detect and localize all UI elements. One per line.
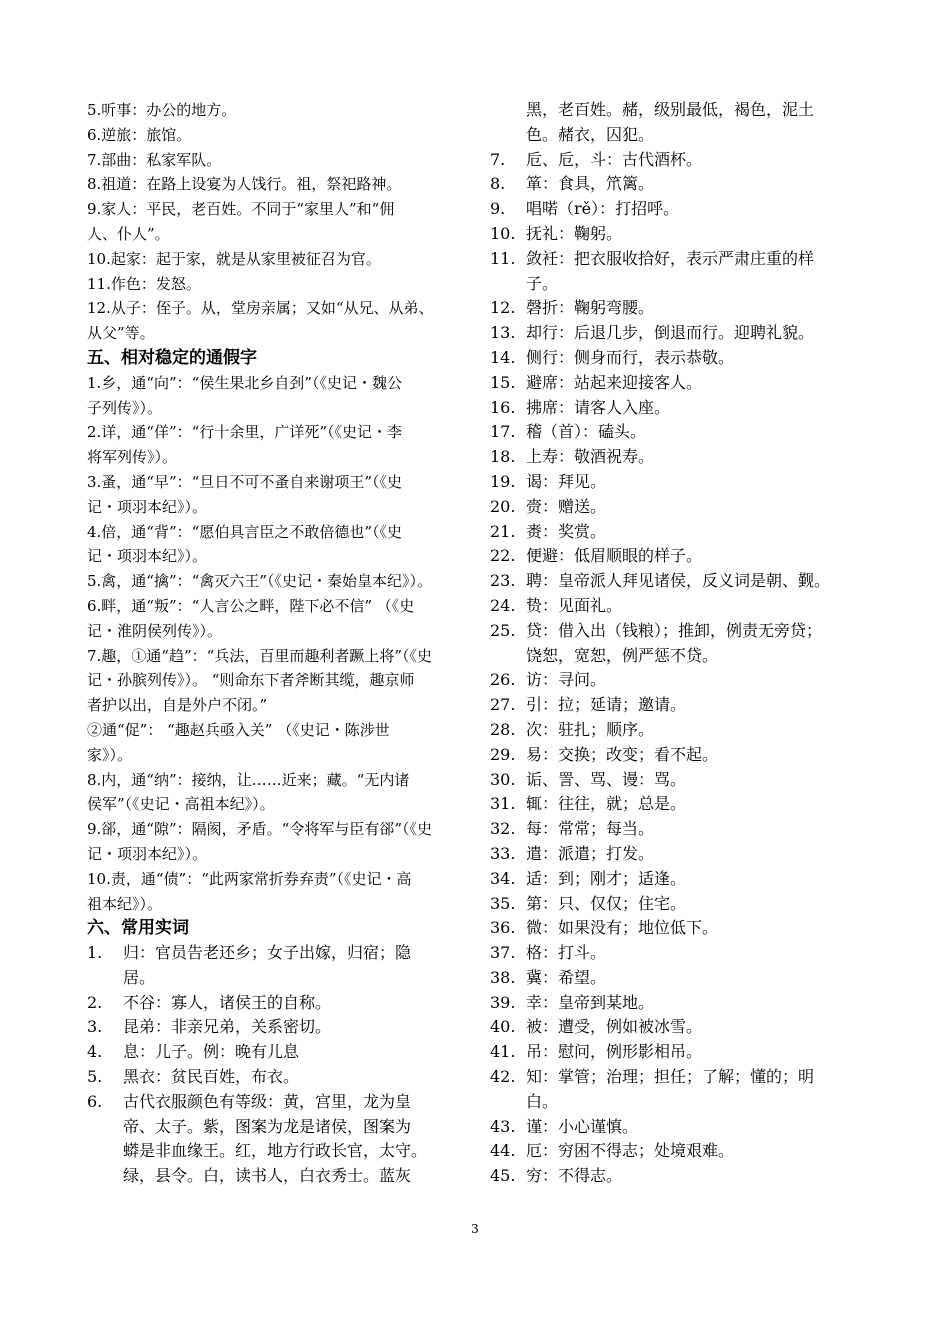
- item-number: 29.: [490, 744, 516, 764]
- item-text-line: 避席：站起来迎接客人。: [526, 372, 703, 392]
- item-text: [526, 1164, 874, 1189]
- item-text-line: 卮、卮，斗：古代酒杯。: [526, 149, 703, 169]
- item-number: 40.: [490, 1017, 516, 1037]
- item-number: 10.: [490, 223, 516, 243]
- list-item: [490, 817, 874, 842]
- item-text: [526, 495, 874, 520]
- item-text: [526, 445, 874, 470]
- item-number: 3.: [87, 1017, 103, 1037]
- item-number: 7.: [490, 149, 506, 169]
- shici-item-6-continued: [490, 98, 874, 148]
- item-text-line: 次：驻扎；顺序。: [526, 719, 655, 739]
- list-item: [490, 197, 874, 222]
- item-text-line: 唱喏（rě）：打招呼。: [526, 199, 680, 219]
- item-text-line: 侧行：侧身而行，表示恭敬。: [526, 347, 735, 367]
- item-number: 30.: [490, 769, 516, 789]
- item-text: [526, 1040, 874, 1065]
- list-item: [490, 420, 874, 445]
- text-line: 4.倍，通“背”：“愿伯具言臣之不敢倍德也”（《史: [87, 522, 402, 541]
- item-text: [526, 296, 874, 321]
- item-text-line: 被：遭受，例如被冰雪。: [526, 1017, 703, 1037]
- text-line: 从父”等。: [87, 324, 155, 343]
- list-item: [490, 172, 874, 197]
- text-line: 7.部曲：私家军队。: [87, 150, 222, 169]
- list-item: [490, 792, 874, 817]
- item-text: [123, 991, 473, 1016]
- list-item: [87, 1040, 473, 1065]
- text-line: 10.起家：起于家，就是从家里被征召为官。: [87, 249, 381, 268]
- list-item: [490, 396, 874, 421]
- item-text-line: 蟒是非血缘王。红，地方行政长官，太守。: [123, 1141, 428, 1161]
- shici-list-right: [490, 148, 874, 1189]
- item-text: [526, 743, 874, 768]
- list-item: [490, 718, 874, 743]
- item-text: [123, 941, 473, 991]
- list-item: [490, 495, 874, 520]
- text-line: 家》）。: [87, 745, 133, 764]
- list-item: [490, 768, 874, 793]
- item-text: [526, 222, 874, 247]
- item-text-line: 不谷：寡人，诸侯王的自称。: [123, 992, 332, 1012]
- item-number: 6.: [87, 1091, 103, 1111]
- item-text-line: 诟、詈、骂、谩：骂。: [526, 769, 687, 789]
- item-number: 39.: [490, 992, 516, 1012]
- text-line: 色。赭衣，囚犯。: [526, 124, 655, 144]
- item-text-line: 拂席：请客人入座。: [526, 397, 671, 417]
- item-number: 4.: [87, 1042, 103, 1062]
- item-number: 41.: [490, 1042, 516, 1062]
- item-text: [526, 817, 874, 842]
- item-text: [526, 247, 874, 297]
- item-text: [123, 1040, 473, 1065]
- item-text: [526, 148, 874, 173]
- item-number: 34.: [490, 868, 516, 888]
- item-text-line: 厄：穷困不得志；处境艰难。: [526, 1141, 735, 1161]
- item-text: [526, 1139, 874, 1164]
- item-text-line: 微：如果没有；地位低下。: [526, 918, 719, 938]
- list-item: [490, 371, 874, 396]
- right-column: [490, 98, 874, 1189]
- list-item: [490, 321, 874, 346]
- item-number: 42.: [490, 1067, 516, 1087]
- item-text: [526, 197, 874, 222]
- text-line: 6.逆旅：旅馆。: [87, 125, 192, 144]
- tongjiazi-list: [87, 371, 473, 917]
- item-number: 21.: [490, 521, 516, 541]
- item-number: 15.: [490, 372, 516, 392]
- item-number: 12.: [490, 298, 516, 318]
- item-text: [526, 346, 874, 371]
- item-text: [526, 941, 874, 966]
- list-item: [490, 247, 874, 297]
- text-line: 人、仆人”。: [87, 224, 170, 243]
- item-text-line: 归：官员告老还乡；女子出嫁，归宿；隐: [123, 943, 412, 963]
- item-text: [526, 396, 874, 421]
- item-text: [526, 470, 874, 495]
- item-text-line: 黑衣：贫民百姓，布衣。: [123, 1067, 300, 1087]
- section-heading-changyong-shici: 六、常用实词: [87, 918, 189, 939]
- item-text-line: 每：常常；每当。: [526, 819, 655, 839]
- text-line: 侯军”（《史记・高祖本纪》）。: [87, 795, 275, 814]
- list-item: [490, 1115, 874, 1140]
- list-item: [490, 743, 874, 768]
- text-line: 记・项羽本纪》）。: [87, 547, 208, 566]
- section-heading-tongjiazi: 五、相对稳定的通假字: [87, 347, 257, 368]
- text-line: 5.禽，通“擒”：“禽灭六王”（《史记・秦始皇本纪》）。: [87, 572, 432, 591]
- item-number: 38.: [490, 967, 516, 987]
- item-text: [123, 1015, 473, 1040]
- item-text-line: 冀：希望。: [526, 967, 607, 987]
- item-text: [526, 1015, 874, 1040]
- item-number: 5.: [87, 1067, 103, 1087]
- item-number: 35.: [490, 893, 516, 913]
- item-text: [526, 916, 874, 941]
- item-number: 13.: [490, 323, 516, 343]
- page-number: 3: [471, 1222, 479, 1236]
- item-number: 14.: [490, 347, 516, 367]
- item-text-line: 赉：奖赏。: [526, 521, 607, 541]
- item-text-line: 穷：不得志。: [526, 1166, 623, 1186]
- item-number: 26.: [490, 670, 516, 690]
- item-text-line: 却行：后退几步，倒退而行。迎聘礼貌。: [526, 323, 815, 343]
- text-line: 将军列传》）。: [87, 448, 178, 467]
- list-item: [490, 148, 874, 173]
- list-item: [490, 1065, 874, 1115]
- text-line: 者护以出，自是外户不闭。”: [87, 696, 268, 715]
- list-item: [490, 842, 874, 867]
- item-text-line: 贷：借入出（钱粮）；推卸，例责无旁贷；: [526, 620, 823, 640]
- text-line: 11.作色：发怒。: [87, 274, 201, 293]
- list-item: [87, 1090, 473, 1189]
- item-text-line: 引：拉；延请；邀请。: [526, 695, 687, 715]
- item-text-line: 谒：拜见。: [526, 471, 607, 491]
- list-item: [490, 1015, 874, 1040]
- text-line: 黑，老百姓。赭，级别最低，褐色，泥土: [526, 100, 815, 119]
- left-column: [87, 98, 473, 1189]
- item-text: [526, 991, 874, 1016]
- list-item: [490, 941, 874, 966]
- list-item: [490, 569, 874, 594]
- item-text: [526, 569, 874, 594]
- text-line: 祖本纪》）。: [87, 894, 163, 913]
- item-text-line: 帝、太子。紫，图案为龙是诸侯，图案为: [123, 1116, 412, 1136]
- item-text-line: 幸：皇帝到某地。: [526, 992, 655, 1012]
- text-line: 10.责，通“债”：“此两家常折券弃责”（《史记・高: [87, 869, 412, 888]
- item-text: [526, 966, 874, 991]
- item-text-line: 磬折：鞠躬弯腰。: [526, 298, 655, 318]
- item-text-line: 息：儿子。例：晚有儿息: [123, 1042, 300, 1062]
- item-text-line: 遣：派遣；打发。: [526, 843, 655, 863]
- item-text-line: 子。: [526, 273, 559, 293]
- item-text-line: 格：打斗。: [526, 943, 607, 963]
- item-number: 32.: [490, 819, 516, 839]
- item-text: [526, 520, 874, 545]
- item-text: [526, 792, 874, 817]
- item-number: 2.: [87, 992, 103, 1012]
- list-item: [490, 966, 874, 991]
- list-item: [490, 445, 874, 470]
- list-item: [490, 693, 874, 718]
- item-text-line: 昆弟：非亲兄弟，关系密切。: [123, 1017, 332, 1037]
- item-number: 37.: [490, 943, 516, 963]
- item-text-line: 访：寻问。: [526, 670, 607, 690]
- list-item: [87, 991, 473, 1016]
- list-item: [490, 296, 874, 321]
- text-line: 9.家人：平民，老百姓。不同于“家里人”和“佣: [87, 200, 395, 219]
- item-number: 20.: [490, 496, 516, 516]
- item-text: [526, 371, 874, 396]
- item-text: [526, 1115, 874, 1140]
- item-number: 45.: [490, 1166, 516, 1186]
- text-line: 8.祖道：在路上设宴为人饯行。祖，祭祀路神。: [87, 175, 402, 194]
- list-item: [490, 991, 874, 1016]
- text-line: 记・孙膑列传》）。 “则命东下者斧断其缆，趣京师: [87, 671, 415, 690]
- item-number: 24.: [490, 595, 516, 615]
- item-number: 1.: [87, 943, 103, 963]
- list-item: [490, 470, 874, 495]
- item-number: 44.: [490, 1141, 516, 1161]
- list-item: [490, 892, 874, 917]
- list-item: [490, 222, 874, 247]
- item-number: 28.: [490, 719, 516, 739]
- item-text-line: 适：到；刚才；适逢。: [526, 868, 687, 888]
- item-text: [526, 892, 874, 917]
- item-text-line: 辄：往往，就；总是。: [526, 794, 687, 814]
- item-text: [526, 718, 874, 743]
- item-text-line: 赍：赠送。: [526, 496, 607, 516]
- item-text-line: 古代衣服颜色有等级：黄，宫里，龙为皇: [123, 1091, 412, 1111]
- item-text: [526, 594, 874, 619]
- item-text-line: 稽（首）：磕头。: [526, 422, 647, 442]
- list-item: [87, 1015, 473, 1040]
- item-text: [526, 867, 874, 892]
- item-text-line: 绿，县令。白，读书人，白衣秀士。蓝灰: [123, 1166, 412, 1186]
- item-text: [123, 1090, 473, 1189]
- text-line: 5.听事：办公的地方。: [87, 101, 237, 119]
- text-line: 1.乡，通“向”：“侯生果北乡自刭”（《史记・魏公: [87, 373, 402, 392]
- item-number: 22.: [490, 546, 516, 566]
- item-number: 9.: [490, 199, 506, 219]
- shici-list-left: [87, 941, 473, 1189]
- list-item: [490, 1164, 874, 1189]
- item-text: [526, 172, 874, 197]
- item-text: [526, 842, 874, 867]
- list-item: [490, 668, 874, 693]
- text-line: 2.详，通“佯”：“行十余里，广详死”（《史记・李: [87, 423, 402, 442]
- item-text-line: 吊：慰问，例形影相吊。: [526, 1042, 703, 1062]
- item-number: 33.: [490, 843, 516, 863]
- text-line: 记・项羽本纪》）。: [87, 497, 208, 516]
- list-item: [87, 941, 473, 991]
- item-number: 18.: [490, 447, 516, 467]
- text-line: 12.从子：侄子。从，堂房亲属；又如“从兄、从弟、: [87, 299, 434, 318]
- list-item: [490, 544, 874, 569]
- text-line: 记・淮阴侯列传》）。: [87, 621, 223, 640]
- list-item: [490, 1139, 874, 1164]
- text-line: 6.畔，通“叛”：“人言公之畔，陛下必不信” （《史: [87, 596, 415, 615]
- list-item: [490, 867, 874, 892]
- text-line: 8.内，通“纳”：接纳，让……近来；藏。“无内诸: [87, 770, 410, 789]
- item-number: 25.: [490, 620, 516, 640]
- item-number: 8.: [490, 174, 506, 194]
- item-text: [526, 668, 874, 693]
- terms-list-continued: [87, 98, 473, 346]
- item-text-line: 敛衽：把衣服收拾好，表示严肃庄重的样: [526, 248, 815, 268]
- item-number: 23.: [490, 571, 516, 591]
- text-line: ②通“促”： “趣赵兵亟入关” （《史记・陈涉世: [87, 720, 390, 739]
- item-number: 19.: [490, 471, 516, 491]
- item-text-line: 便避：低眉顺眼的样子。: [526, 546, 703, 566]
- item-text-line: 贽：见面礼。: [526, 595, 623, 615]
- list-item: [490, 916, 874, 941]
- item-text-line: 居。: [123, 967, 156, 987]
- item-text-line: 箪：食具，笊篱。: [526, 174, 655, 194]
- item-number: 36.: [490, 918, 516, 938]
- item-text-line: 第：只、仅仅；住宅。: [526, 893, 687, 913]
- text-line: 记・项羽本纪》）。: [87, 844, 208, 863]
- list-item: [490, 594, 874, 619]
- text-line: 3.蚤，通“早”：“旦日不可不蚤自来谢项王”（《史: [87, 472, 402, 491]
- item-text-line: 聘：皇帝派人拜见诸侯，反义词是朝、觐。: [526, 571, 831, 591]
- item-text: [526, 693, 874, 718]
- item-number: 11.: [490, 248, 516, 268]
- item-number: 16.: [490, 397, 516, 417]
- item-text: [123, 1065, 473, 1090]
- item-text: [526, 1065, 874, 1115]
- list-item: [490, 346, 874, 371]
- item-text-line: 易：交换；改变；看不起。: [526, 744, 719, 764]
- item-text: [526, 420, 874, 445]
- item-text-line: 上寿：敬酒祝寿。: [526, 447, 655, 467]
- item-text: [526, 768, 874, 793]
- text-line: 7.趣，①通“趋”：“兵法，百里而趣利者蹶上将”（《史: [87, 646, 432, 665]
- list-item: [490, 520, 874, 545]
- item-text-line: 知：掌管；治理；担任；了解；懂的；明: [526, 1067, 815, 1087]
- item-number: 27.: [490, 695, 516, 715]
- item-text-line: 抚礼：鞠躬。: [526, 223, 623, 243]
- item-text: [526, 619, 874, 669]
- list-item: [490, 1040, 874, 1065]
- item-text: [526, 321, 874, 346]
- item-number: 17.: [490, 422, 516, 442]
- item-text-line: 白。: [526, 1091, 559, 1111]
- list-item: [87, 1065, 473, 1090]
- item-text: [526, 544, 874, 569]
- item-number: 43.: [490, 1116, 516, 1136]
- text-line: 9.郤，通“隙”：隔阂，矛盾。“令将军与臣有郤”（《史: [87, 820, 432, 839]
- item-text-line: 谨：小心谨慎。: [526, 1116, 639, 1136]
- text-line: 子列传》）。: [87, 398, 163, 417]
- item-number: 31.: [490, 794, 516, 814]
- list-item: [490, 619, 874, 669]
- item-text-line: 饶恕，宽恕，例严惩不贷。: [526, 645, 719, 665]
